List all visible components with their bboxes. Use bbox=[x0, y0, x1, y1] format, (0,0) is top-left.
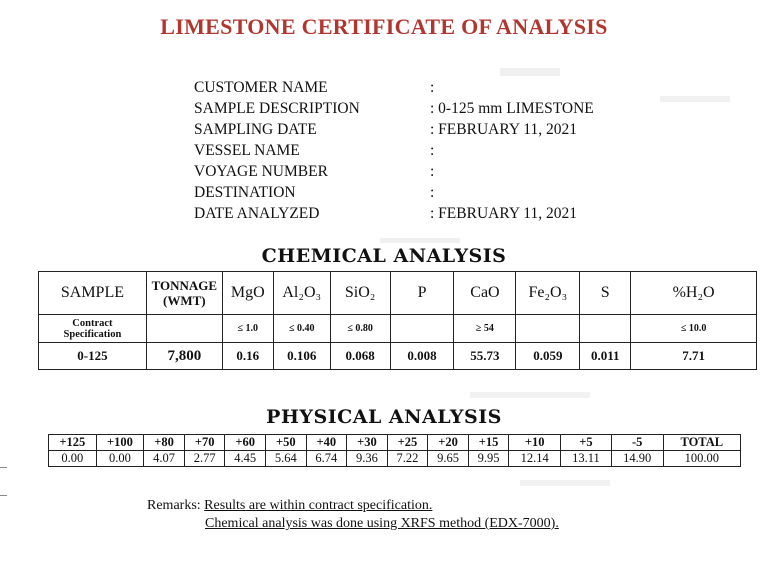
result-sio2: 0.068 bbox=[330, 343, 390, 370]
header-mgo: MgO bbox=[222, 272, 273, 315]
info-row-destination bbox=[194, 182, 594, 203]
info-value: : 0-125 mm LIMESTONE bbox=[430, 100, 594, 117]
size-fraction: +30 bbox=[347, 435, 388, 451]
remarks-text-2: Chemical analysis was done using XRFS method (EDX-7000). bbox=[205, 516, 559, 531]
bleed-through-mark bbox=[470, 392, 590, 398]
header-sample: SAMPLE bbox=[39, 272, 147, 315]
size-fraction: +70 bbox=[184, 435, 225, 451]
info-row-vessel-name bbox=[194, 140, 594, 161]
table-header-row bbox=[39, 272, 757, 315]
percent-value: 9.95 bbox=[468, 451, 509, 467]
result-tonnage: 7,800 bbox=[146, 343, 222, 370]
spec-fe2o3 bbox=[516, 315, 580, 343]
result-sample: 0-125 bbox=[39, 343, 147, 370]
spec-sio2: ≤ 0.80 bbox=[330, 315, 390, 343]
spec-tonnage bbox=[146, 315, 222, 343]
percent-value: 9.65 bbox=[428, 451, 469, 467]
spec-s bbox=[580, 315, 631, 343]
info-row-sample-description bbox=[194, 98, 594, 119]
percent-value: 7.22 bbox=[387, 451, 428, 467]
header-p: P bbox=[390, 272, 454, 315]
sample-info-block bbox=[194, 77, 594, 224]
size-fraction: -5 bbox=[611, 435, 663, 451]
info-row-customer bbox=[194, 77, 594, 98]
header-s: S bbox=[580, 272, 631, 315]
size-fraction: +20 bbox=[428, 435, 469, 451]
size-fraction: +25 bbox=[387, 435, 428, 451]
percent-retained-row bbox=[49, 451, 741, 467]
spec-label-line1: Contract bbox=[72, 317, 113, 329]
percent-value: 2.77 bbox=[184, 451, 225, 467]
size-fraction: +80 bbox=[144, 435, 185, 451]
contract-spec-row bbox=[39, 315, 757, 343]
size-fraction: +10 bbox=[509, 435, 561, 451]
bleed-through-mark bbox=[380, 238, 460, 243]
percent-value: 12.14 bbox=[509, 451, 561, 467]
percent-value: 6.74 bbox=[306, 451, 347, 467]
margin-mark bbox=[0, 495, 7, 496]
result-cao: 55.73 bbox=[454, 343, 516, 370]
info-label: VESSEL NAME bbox=[194, 142, 300, 159]
size-fraction: +100 bbox=[96, 435, 144, 451]
physical-analysis-table bbox=[48, 434, 741, 467]
percent-value: 0.00 bbox=[96, 451, 144, 467]
info-value: : bbox=[430, 163, 435, 180]
size-fraction: +125 bbox=[49, 435, 97, 451]
spec-label-line2: Specification bbox=[63, 328, 122, 340]
result-al2o3: 0.106 bbox=[273, 343, 330, 370]
info-row-voyage-number bbox=[194, 161, 594, 182]
size-fraction: +60 bbox=[225, 435, 266, 451]
remarks-line-1 bbox=[147, 497, 559, 515]
info-label: CUSTOMER NAME bbox=[194, 79, 328, 96]
remarks-block bbox=[147, 497, 559, 533]
bleed-through-mark bbox=[500, 68, 560, 76]
header-sio2: SiO₂ bbox=[330, 272, 390, 315]
size-fraction: +40 bbox=[306, 435, 347, 451]
spec-al2o3: ≤ 0.40 bbox=[273, 315, 330, 343]
result-s: 0.011 bbox=[580, 343, 631, 370]
size-fraction: +50 bbox=[266, 435, 307, 451]
physical-analysis-heading: PHYSICAL ANALYSIS bbox=[266, 406, 502, 428]
size-fraction-row bbox=[49, 435, 741, 451]
info-label: DATE ANALYZED bbox=[194, 205, 320, 222]
chemical-analysis-heading: CHEMICAL ANALYSIS bbox=[261, 245, 507, 267]
header-fe2o3: Fe₂O₃ bbox=[516, 272, 580, 315]
percent-value: 9.36 bbox=[347, 451, 388, 467]
result-p: 0.008 bbox=[390, 343, 454, 370]
result-fe2o3: 0.059 bbox=[516, 343, 580, 370]
percent-value: 4.45 bbox=[225, 451, 266, 467]
remarks-label: Remarks: bbox=[147, 498, 201, 513]
header-tonnage bbox=[146, 272, 222, 315]
spec-h2o: ≤ 10.0 bbox=[631, 315, 757, 343]
info-label: SAMPLING DATE bbox=[194, 121, 317, 138]
chemical-analysis-table bbox=[38, 271, 757, 370]
remarks-text-1: Results are within contract specification. bbox=[204, 498, 433, 513]
info-label: VOYAGE NUMBER bbox=[194, 163, 328, 180]
result-h2o: 7.71 bbox=[631, 343, 757, 370]
header-al2o3: Al₂O₃ bbox=[273, 272, 330, 315]
info-value: : FEBRUARY 11, 2021 bbox=[430, 205, 577, 222]
header-h2o: %H₂O bbox=[631, 272, 757, 315]
info-value: : bbox=[430, 79, 435, 96]
header-tonnage-line2: (WMT) bbox=[163, 293, 206, 308]
spec-mgo: ≤ 1.0 bbox=[222, 315, 273, 343]
info-value: : bbox=[430, 142, 435, 159]
result-row bbox=[39, 343, 757, 370]
header-tonnage-line1: TONNAGE bbox=[151, 278, 218, 293]
percent-value: 14.90 bbox=[611, 451, 663, 467]
info-value: : FEBRUARY 11, 2021 bbox=[430, 121, 577, 138]
info-row-sampling-date bbox=[194, 119, 594, 140]
margin-mark bbox=[0, 467, 7, 468]
spec-label bbox=[39, 315, 147, 343]
percent-value: 0.00 bbox=[49, 451, 97, 467]
percent-total: 100.00 bbox=[663, 451, 740, 467]
bleed-through-mark bbox=[520, 480, 610, 486]
info-label: SAMPLE DESCRIPTION bbox=[194, 100, 360, 117]
size-total-header: TOTAL bbox=[663, 435, 740, 451]
size-fraction: +15 bbox=[468, 435, 509, 451]
bleed-through-mark bbox=[660, 96, 730, 102]
spec-cao: ≥ 54 bbox=[454, 315, 516, 343]
info-value: : bbox=[430, 184, 435, 201]
header-cao: CaO bbox=[454, 272, 516, 315]
percent-value: 13.11 bbox=[561, 451, 612, 467]
remarks-line-2 bbox=[147, 515, 559, 533]
percent-value: 5.64 bbox=[266, 451, 307, 467]
info-row-date-analyzed bbox=[194, 203, 594, 224]
document-title: LIMESTONE CERTIFICATE OF ANALYSIS bbox=[160, 14, 608, 39]
info-label: DESTINATION bbox=[194, 184, 296, 201]
result-mgo: 0.16 bbox=[222, 343, 273, 370]
size-fraction: +5 bbox=[561, 435, 612, 451]
percent-value: 4.07 bbox=[144, 451, 185, 467]
spec-p bbox=[390, 315, 454, 343]
